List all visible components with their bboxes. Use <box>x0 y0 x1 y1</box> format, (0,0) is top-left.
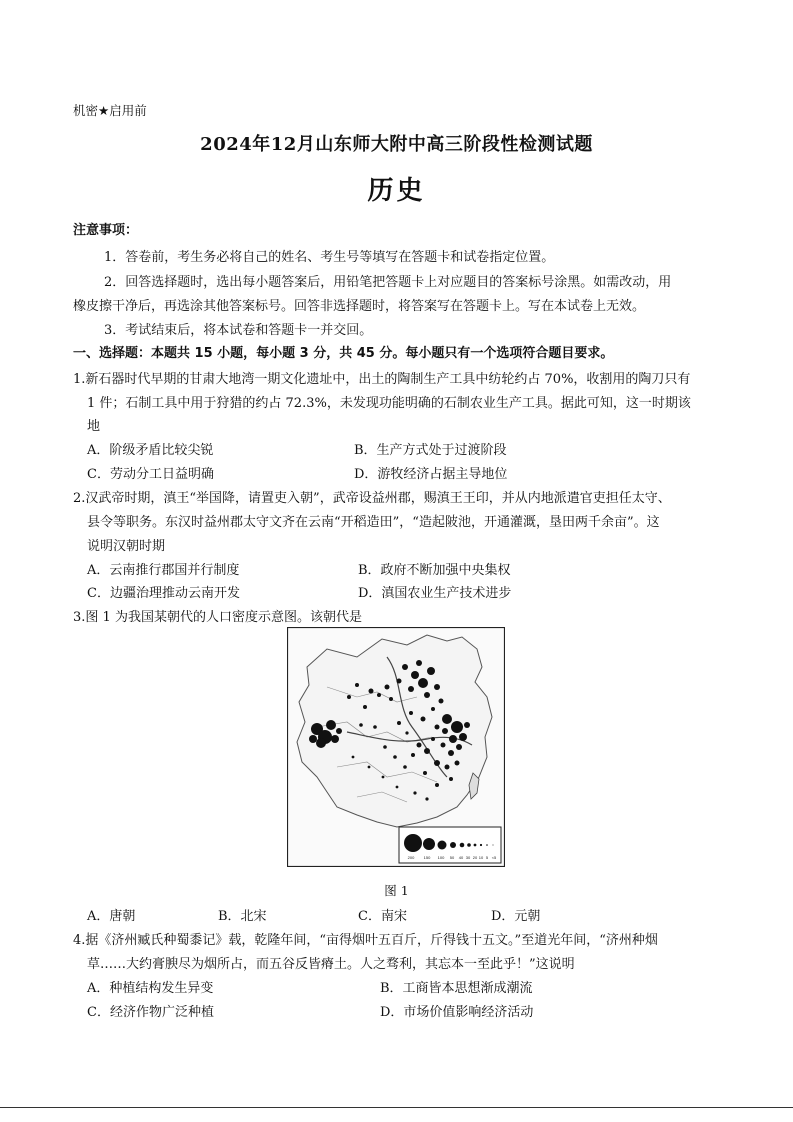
population-density-map <box>287 627 505 867</box>
q2-stem-line-2: 县令等职务。东汉时益州郡太守文齐在云南“开稻造田”，“造起陂池，开通灌溉，垦田两千余亩”。这 <box>87 515 660 530</box>
q2-option-d: D．滇国农业生产技术进步 <box>358 586 512 601</box>
q3-option-c: C．南宋 <box>358 909 407 924</box>
q3-option-d: D．元朝 <box>491 909 541 924</box>
q1-stem-line-1: 1.新石器时代早期的甘肃大地湾一期文化遗址中，出土的陶制生产工具中纺轮约占 70%，收割用的陶刀只有 <box>73 372 691 387</box>
q1-stem-line-3: 地 <box>87 419 101 434</box>
q4-option-c: C．经济作物广泛种植 <box>87 1005 214 1020</box>
legend-label: 200 <box>407 855 415 860</box>
legend-label: <5 <box>491 855 497 860</box>
notice-heading: 注意事项： <box>73 223 139 238</box>
legend-label: 150 <box>423 855 431 860</box>
exam-title: 2024年12月山东师大附中高三阶段性检测试题 <box>200 134 593 155</box>
q2-option-c: C．边疆治理推动云南开发 <box>87 586 240 601</box>
q3-option-b: B．北宋 <box>218 909 267 924</box>
legend-label: 40 <box>458 855 464 860</box>
q4-stem-line-1: 4.据《济州臧氏种蜀黍记》载，乾隆年间，“亩得烟叶五百斤，斤得钱十五文。”至道光年间，“济州种烟 <box>73 933 658 948</box>
q2-option-b: B．政府不断加强中央集权 <box>358 563 511 578</box>
q1-stem-line-2: 1 件；石制工具中用于狩猎的约占 72.3%，未发现功能明确的石制农业生产工具。据此可知，这一时期该 <box>87 396 691 411</box>
notice-item-2-line-1: 2．回答选择题时，选出每小题答案后，用铅笔把答题卡上对应题目的答案标号涂黑。如需改动，用 <box>104 275 672 290</box>
q2-stem-line-3: 说明汉朝时期 <box>87 539 166 554</box>
q4-stem-line-2: 草……大约膏腴尽为烟所占，而五谷反皆瘠土。人之骛利，其忘本一至此乎！”这说明 <box>87 957 575 972</box>
q4-option-d: D．市场价值影响经济活动 <box>380 1005 534 1020</box>
legend-label: 20 <box>472 855 478 860</box>
figure-1-caption: 图 1 <box>384 883 409 898</box>
q3-option-a: A．唐朝 <box>87 909 136 924</box>
q1-option-c: C．劳动分工日益明确 <box>87 467 214 482</box>
notice-item-1: 1．答卷前，考生务必将自己的姓名、考生号等填写在答题卡和试卷指定位置。 <box>104 250 555 265</box>
page-bottom-rule <box>0 1107 793 1108</box>
q2-option-a: A．云南推行郡国并行制度 <box>87 563 240 578</box>
legend-label: 5 <box>485 855 489 860</box>
q1-option-d: D．游牧经济占据主导地位 <box>354 467 508 482</box>
q2-stem-line-1: 2.汉武帝时期，滇王“举国降，请置吏入朝”，武帝设益州郡，赐滇王王印，并从内地派遣官吏担任太守、 <box>73 491 671 506</box>
legend-label: 50 <box>449 855 455 860</box>
section-1-heading: 一、选择题：本题共 15 小题，每小题 3 分，共 45 分。每小题只有一个选项符合题目要求。 <box>73 346 614 361</box>
legend-label: 30 <box>465 855 471 860</box>
legend-label: 10 <box>478 855 484 860</box>
map-svg <box>287 627 505 867</box>
q4-option-b: B．工商皆本思想渐成潮流 <box>380 981 533 996</box>
notice-item-3: 3．考试结束后，将本试卷和答题卡一并交回。 <box>104 323 373 338</box>
q1-option-a: A．阶级矛盾比较尖锐 <box>87 443 214 458</box>
q4-option-a: A．种植结构发生异变 <box>87 981 214 996</box>
legend-label: 100 <box>437 855 445 860</box>
subject-title: 历史 <box>367 176 426 206</box>
q1-option-b: B．生产方式处于过渡阶段 <box>354 443 507 458</box>
q3-stem-line-1: 3.图 1 为我国某朝代的人口密度示意图。该朝代是 <box>73 610 362 625</box>
confidential-mark: 机密★启用前 <box>73 103 147 118</box>
notice-item-2-line-2: 橡皮擦干净后，再选涂其他答案标号。回答非选择题时，将答案写在答题卡上。写在本试卷上无效。 <box>73 299 646 314</box>
